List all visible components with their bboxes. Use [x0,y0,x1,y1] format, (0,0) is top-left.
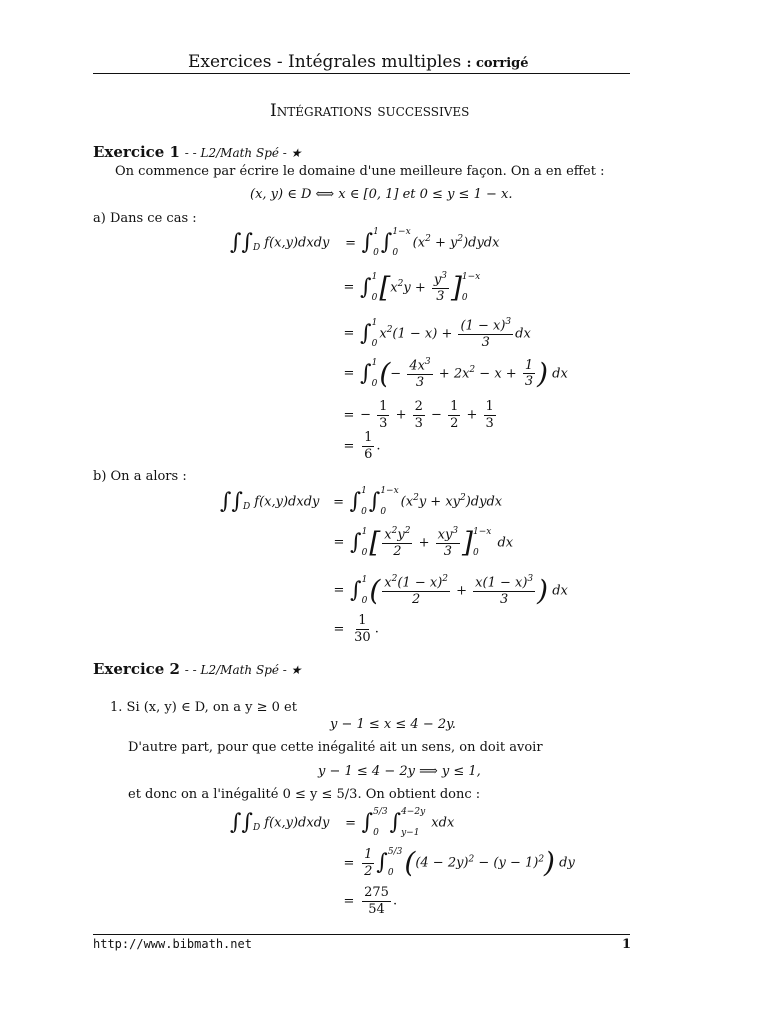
ex1-heading-text: Exercice 1 [93,143,180,161]
ex1-b-equations [220,487,630,657]
header-subtitle: : corrigé [466,56,529,71]
ex1-tag: - - L2/Math Spé - ★ [184,146,302,160]
ex1-b-label: b) On a alors : [93,469,187,484]
ex2-equations [230,808,630,928]
header-rule [93,73,630,74]
ex2-item1: 1. Si (x, y) ∈ D, on a y ≥ 0 et [110,700,297,715]
ex1-domain: (x, y) ∈ D ⟺ x ∈ [0, 1] et 0 ≤ y ≤ 1 − x. [250,187,513,202]
eq-b-1: $\int\int_D$ f(x,y)dxdy = ∫ 1 0 ∫ 1−x 0 ($x^2y$ + $xy^2)dydx$ [220,486,503,517]
header-title-text: Exercices - Intégrales multiples [188,52,462,72]
ex2-heading [93,660,301,678]
eq-c-1: $\int\int_D$ f(x,y)dxdy = ∫ 5/3 0 ∫ 4−2y y−1 xdx [230,807,455,838]
eq-b-4: = $\frac{1}{30}$ . [333,613,379,645]
eq-a-2: = ∫ 1 0 [$x^2y$ + $\frac{y^3}{3}$ ] 1−x 0 [343,270,481,304]
ex1-intro: On commence par écrire le domaine d'une meilleure façon. On a en effet : [115,164,605,179]
eq-c-2: = $\frac{1}{2}$ ∫ 5/3 0 $((4 - 2y)^2 - (y - 1)^2)$ dy [343,846,575,880]
eq-a-5: = − $\frac{1}{3}$ + $\frac{2}{3}$ − $\frac{1}{2}$ + $\frac{1}{3}$ [343,399,494,431]
ex2-donc: et donc on a l'inégalité 0 ≤ y ≤ 5/3. On obtient donc : [128,787,481,802]
eq-a-4: = ∫ 1 0 (− $\frac{4x^3}{3}$ + $2x^2 - x$ + $\frac{1}{3}$ ) dx [343,356,568,390]
ex2-impl: y − 1 ≤ 4 − 2y ⟹ y ≤ 1, [318,764,481,779]
eq-c-3: = $\frac{275}{54}$ . [343,885,398,917]
ex2-autre: D'autre part, pour que cette inégalité ait un sens, on doit avoir [128,740,543,755]
ex2-heading-text: Exercice 2 [93,660,180,678]
page-number: 1 [622,937,632,952]
header-title [188,52,529,72]
footer-rule [93,934,630,935]
ex2-tag: - - L2/Math Spé - ★ [184,663,302,677]
ex1-heading [93,143,301,161]
section-title: Intégrations successives [270,101,470,121]
eq-a-3: = ∫ 1 0 $x^2(1 - x)$ + $\frac{(1 - x)^3}{3}$ dx [343,317,531,350]
footer-url-link[interactable]: http://www.bibmath.net [93,937,252,951]
ex1-a-label: a) Dans ce cas : [93,211,197,226]
eq-a-6: = $\frac{1}{6}$ . [343,430,381,462]
eq-b-2: = ∫ 1 0 [ $\frac{x^2y^2}{2}$ + $\frac{xy^3}{3}$ ] 1−x 0 dx [333,525,514,559]
eq-a-1: $\int\int_D$ f(x,y)dxdy = ∫ 1 0 ∫ 1−x 0 ($x^2$ + $y^2)dydx$ [230,227,500,258]
eq-b-3: = ∫ 1 0 ( $\frac{x^2(1 - x)^2}{2}$ + $\frac{x(1 - x)^3}{3}$ ) dx [333,573,568,607]
ex1-a-equations [230,228,630,468]
ex2-ineq: y − 1 ≤ x ≤ 4 − 2y. [330,717,456,732]
